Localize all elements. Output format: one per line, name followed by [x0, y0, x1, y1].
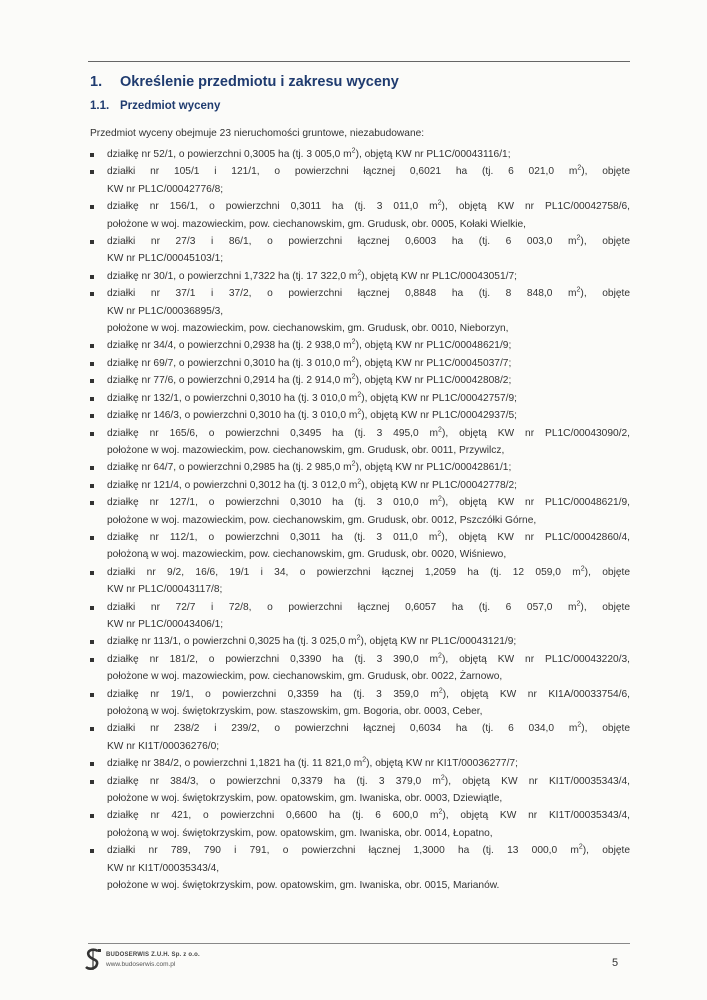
- list-item-line: [107, 755, 630, 772]
- list-item-text: ), objętą KW nr PL1C/00043220/3,: [441, 653, 630, 665]
- list-item: [90, 686, 630, 721]
- list-item-text: działki nr 9/2, 16/6, 19/1 i 34, o powierzchni łącznej 1,2059 ha (tj. 12 059,0 m: [107, 566, 581, 578]
- unit-superscript: 2: [576, 234, 581, 242]
- list-item-line: [107, 599, 630, 616]
- list-item-text: działkę nr 34/4, o powierzchni 0,2938 ha (tj. 2 938,0 m: [107, 340, 352, 352]
- unit-superscript: 2: [438, 652, 442, 660]
- subsection-number: 1.1.: [90, 100, 110, 112]
- list-item-text: ), objętą KW nr KI1A/00033754/6,: [442, 688, 630, 700]
- list-item-line: [107, 146, 630, 163]
- page-number: 5: [612, 957, 619, 969]
- list-item: [90, 755, 630, 772]
- list-item-text: KW nr KI1T/00036276/0;: [107, 740, 220, 752]
- list-item-line: [107, 738, 630, 755]
- list-item-line: [107, 181, 630, 198]
- list-item-line: [107, 355, 630, 372]
- list-item-line: [107, 529, 630, 546]
- list-item-line: [107, 285, 630, 302]
- list-item-line: [107, 633, 630, 650]
- list-item: [90, 163, 630, 198]
- list-item-line: [107, 407, 630, 424]
- list-item-text: ), objętą KW nr PL1C/00043116/1;: [355, 149, 511, 160]
- list-item-text: KW nr PL1C/00043406/1;: [107, 618, 224, 630]
- list-item-text: ), objętą KW nr PL1C/00042758/6,: [441, 201, 630, 213]
- list-item-text: ), objętą KW nr PL1C/00048621/9,: [441, 497, 630, 509]
- list-item: [90, 407, 630, 424]
- list-item-text: działki nr 72/7 i 72/8, o powierzchni łącznej 0,6057 ha (tj. 6 057,0 m: [107, 601, 577, 613]
- list-item-text: działkę nr 127/1, o powierzchni 0,3010 ha (tj. 3 010,0 m: [107, 497, 439, 509]
- list-item-text: KW nr PL1C/00042776/8;: [107, 183, 224, 195]
- list-item-text: działkę nr 30/1, o powierzchni 1,7322 ha (tj. 17 322,0 m: [107, 270, 358, 282]
- list-item-text: działkę nr 156/1, o powierzchni 0,3011 ha (tj. 3 011,0 m: [107, 201, 438, 213]
- list-item-text: działkę nr 384/3, o powierzchni 0,3379 ha (tj. 3 379,0 m: [107, 775, 441, 787]
- list-item-text: położone w woj. mazowieckim, pow. ciechanowskim, gm. Grudusk, obr. 0011, Przywilcz,: [107, 444, 505, 456]
- list-item-line: [107, 250, 630, 267]
- section-title: Określenie przedmiotu i zakresu wyceny: [120, 74, 399, 90]
- list-item-text: położoną w woj. świętokrzyskim, pow. opatowskim, gm. Iwaniska, obr. 0014, Łopatno,: [107, 827, 493, 839]
- unit-superscript: 2: [440, 774, 445, 782]
- list-item-text: ), objętą KW nr PL1C/00042937/5;: [361, 410, 517, 422]
- list-item-text: ), objęte: [582, 845, 630, 857]
- list-item: [90, 268, 630, 285]
- list-item-text: ), objętą KW nr PL1C/00042860/4,: [441, 531, 630, 543]
- list-item-line: [107, 720, 630, 737]
- list-item: [90, 425, 630, 460]
- list-item-text: ), objęte: [580, 601, 630, 613]
- list-item: [90, 146, 630, 163]
- list-item-text: ), objętą KW nr PL1C/00045037/7;: [355, 357, 512, 369]
- list-item-text: działki nr 105/1 i 121/1, o powierzchni łącznej 0,6021 ha (tj. 6 021,0 m: [107, 166, 578, 178]
- list-item-text: ), objęte: [580, 288, 630, 300]
- list-item: [90, 564, 630, 599]
- list-item: [90, 807, 630, 842]
- list-item-text: działkę nr 165/6, o powierzchni 0,3495 ha (tj. 3 495,0 m: [107, 427, 439, 439]
- list-item-line: [107, 494, 630, 511]
- list-item-line: [107, 477, 630, 494]
- list-item-line: [107, 616, 630, 633]
- list-item-line: [107, 651, 630, 668]
- list-item-line: [107, 442, 630, 459]
- list-item-text: położoną w woj. świętokrzyskim, pow. staszowskim, gm. Bogoria, obr. 0003, Ceber,: [107, 706, 483, 717]
- list-item-text: ), objętą KW nr PL1C/00043051/7;: [361, 270, 517, 282]
- unit-superscript: 2: [577, 722, 582, 730]
- list-item-text: ), objętą KW nr KI1T/00035343/4,: [444, 775, 630, 787]
- list-item: [90, 320, 630, 337]
- unit-superscript: 2: [356, 634, 361, 642]
- list-item-line: [107, 686, 630, 703]
- list-item-text: ), objętą KW nr KI1T/00035343/4,: [442, 810, 630, 822]
- list-item-text: KW nr PL1C/00036895/3,: [107, 305, 224, 317]
- list-item-text: położone w woj. mazowieckim, pow. ciechanowskim, gm. Grudusk, obr. 0012, Pszczółki Górne,: [107, 514, 537, 526]
- list-item-line: [107, 425, 630, 442]
- list-item-text: położone w woj. mazowieckim, pow. ciechanowskim, gm. Grudusk, obr. 0022, Żarnowo,: [107, 671, 503, 683]
- company-name: BUDOSERWIS Z.U.H. Sp. z o.o.: [106, 952, 200, 958]
- unit-superscript: 2: [351, 339, 356, 347]
- list-item: [90, 198, 630, 233]
- list-item-text: działki nr 238/2 i 239/2, o powierzchni łącznej 0,6034 ha (tj. 6 034,0 m: [107, 723, 578, 735]
- list-item: [90, 355, 630, 372]
- list-item: [90, 529, 630, 564]
- list-item-text: KW nr PL1C/00045103/1;: [107, 253, 224, 265]
- list-item-text: ), objęte: [581, 166, 631, 178]
- list-item-line: [107, 860, 630, 877]
- list-item-line: [107, 163, 630, 180]
- list-item: [90, 651, 630, 686]
- list-item-text: ), objętą KW nr PL1C/00042778/2;: [361, 479, 517, 491]
- header-rule: [88, 61, 630, 62]
- list-item-text: działkę nr 132/1, o powierzchni 0,3010 ha (tj. 3 010,0 m: [107, 392, 358, 404]
- list-item-text: ), objętą KW nr PL1C/00042808/2;: [355, 375, 512, 387]
- list-item-text: ), objęte: [581, 723, 631, 735]
- unit-superscript: 2: [351, 460, 356, 468]
- list-item-text: KW nr KI1T/00035343/4,: [107, 862, 220, 874]
- list-item-text: działkę nr 19/1, o powierzchni 0,3359 ha (tj. 3 359,0 m: [107, 688, 439, 700]
- unit-superscript: 2: [438, 687, 443, 695]
- budoserwis-logo-icon: [84, 948, 102, 972]
- list-item: [90, 842, 630, 877]
- list-item-text: działkę nr 69/7, o powierzchni 0,3010 ha (tj. 3 010,0 m: [107, 357, 352, 369]
- list-item-text: położone w woj. mazowieckim, pow. ciechanowskim, gm. Grudusk, obr. 0005, Kołaki Wielkie,: [107, 218, 526, 230]
- unit-superscript: 2: [438, 426, 442, 434]
- list-item-line: [107, 807, 630, 824]
- list-item-text: ), objętą KW nr KI1T/00036277/7;: [366, 758, 518, 770]
- list-item-text: ), objętą KW nr PL1C/00043121/9;: [360, 636, 517, 648]
- unit-superscript: 2: [438, 495, 442, 503]
- list-item-text: położone w woj. mazowieckim, pow. ciechanowskim, gm. Grudusk, obr. 0010, Nieborzyn,: [107, 323, 509, 335]
- unit-superscript: 2: [357, 478, 362, 486]
- list-item-text: położone w woj. świętokrzyskim, pow. opatowskim, gm. Iwaniska, obr. 0015, Marianów.: [107, 880, 500, 892]
- list-item: [90, 337, 630, 354]
- list-item-text: ), objęte: [584, 566, 630, 578]
- unit-superscript: 2: [437, 199, 442, 207]
- list-item: [90, 773, 630, 808]
- list-item-text: działki nr 27/3 i 86/1, o powierzchni łącznej 0,6003 ha (tj. 6 003,0 m: [107, 236, 577, 248]
- list-item-line: [107, 216, 630, 233]
- unit-superscript: 2: [576, 286, 581, 294]
- list-item-text: ), objętą KW nr PL1C/00043090/2,: [441, 427, 630, 439]
- section-heading: [90, 74, 399, 90]
- list-item-text: działkę nr 384/2, o powierzchni 1,1821 ha (tj. 11 821,0 m: [107, 758, 363, 770]
- list-item-text: działki nr 789, 790 i 791, o powierzchni łącznej 1,3000 ha (tj. 13 000,0 m: [107, 845, 579, 857]
- footer-rule: [88, 943, 630, 944]
- list-item-text: ), objętą KW nr PL1C/00042757/9;: [361, 392, 517, 404]
- list-item-text: położoną w woj. mazowieckim, pow. ciechanowskim, gm. Grudusk, obr. 0020, Wiśniewo,: [107, 549, 507, 561]
- unit-superscript: 2: [351, 373, 356, 381]
- list-item-line: [107, 877, 630, 894]
- list-item-line: [107, 581, 630, 598]
- unit-superscript: 2: [357, 408, 362, 416]
- company-website: www.budoserwis.com.pl: [106, 961, 176, 968]
- unit-superscript: 2: [578, 843, 583, 851]
- list-item: [90, 233, 630, 268]
- list-item-text: ), objętą KW nr PL1C/00048621/9;: [355, 340, 512, 352]
- list-item-line: [107, 303, 630, 320]
- subsection-title: Przedmiot wyceny: [120, 100, 221, 112]
- list-item-text: działki nr 37/1 i 37/2, o powierzchni łącznej 0,8848 ha (tj. 8 848,0 m: [107, 288, 577, 300]
- unit-superscript: 2: [437, 530, 442, 538]
- list-item-line: [107, 459, 630, 476]
- unit-superscript: 2: [357, 269, 362, 277]
- list-item-text: ), objęte: [580, 236, 630, 248]
- list-item-text: działkę nr 421, o powierzchni 0,6600 ha (tj. 6 600,0 m: [107, 810, 439, 822]
- list-item: [90, 720, 630, 755]
- list-item-line: [107, 512, 630, 529]
- list-item-line: [107, 790, 630, 807]
- list-item: [90, 459, 630, 476]
- subsection-heading: [90, 100, 220, 112]
- unit-superscript: 2: [577, 165, 582, 173]
- unit-superscript: 2: [576, 600, 581, 608]
- list-item-line: [107, 372, 630, 389]
- list-item-line: [107, 703, 630, 720]
- list-item-text: działkę nr 181/2, o powierzchni 0,3390 ha (tj. 3 390,0 m: [107, 653, 439, 665]
- list-item-line: [107, 268, 630, 285]
- list-item-line: [107, 842, 630, 859]
- list-item-line: [107, 337, 630, 354]
- list-item-text: KW nr PL1C/00043117/8;: [107, 584, 223, 596]
- unit-superscript: 2: [357, 391, 362, 399]
- list-item-text: działkę nr 77/6, o powierzchni 0,2914 ha (tj. 2 914,0 m: [107, 375, 352, 387]
- list-item-text: działkę nr 121/4, o powierzchni 0,3012 ha (tj. 3 012,0 m: [107, 479, 358, 491]
- unit-superscript: 2: [580, 565, 585, 573]
- list-item-text: działkę nr 64/7, o powierzchni 0,2985 ha (tj. 2 985,0 m: [107, 462, 352, 474]
- unit-superscript: 2: [351, 147, 356, 155]
- list-item-line: [107, 825, 630, 842]
- list-item: [90, 477, 630, 494]
- unit-superscript: 2: [438, 809, 443, 817]
- list-item: [90, 372, 630, 389]
- list-item-line: [107, 320, 630, 337]
- list-item: [90, 599, 630, 634]
- list-item: [90, 633, 630, 650]
- section-number: 1.: [90, 74, 103, 90]
- intro-paragraph: Przedmiot wyceny obejmuje 23 nieruchomości gruntowe, niezabudowane:: [90, 128, 425, 139]
- list-item-line: [107, 390, 630, 407]
- list-item-line: [107, 773, 630, 790]
- list-item: [90, 494, 630, 529]
- list-item: [90, 877, 630, 894]
- list-item: [90, 390, 630, 407]
- list-item-line: [107, 198, 630, 215]
- list-item-text: działkę nr 146/3, o powierzchni 0,3010 ha (tj. 3 010,0 m: [107, 410, 358, 422]
- property-list: [90, 146, 630, 894]
- list-item-line: [107, 233, 630, 250]
- list-item-line: [107, 668, 630, 685]
- list-item-text: ), objętą KW nr PL1C/00042861/1;: [355, 462, 512, 474]
- list-item-line: [107, 546, 630, 563]
- unit-superscript: 2: [351, 356, 356, 364]
- list-item-text: działkę nr 113/1, o powierzchni 0,3025 ha (tj. 3 025,0 m: [107, 636, 357, 648]
- unit-superscript: 2: [362, 756, 367, 764]
- list-item-text: położone w woj. świętokrzyskim, pow. opatowskim, gm. Iwaniska, obr. 0003, Dziewiątle,: [107, 793, 503, 805]
- list-item-line: [107, 564, 630, 581]
- list-item-text: działkę nr 112/1, o powierzchni 0,3011 ha (tj. 3 011,0 m: [107, 531, 438, 543]
- list-item: [90, 285, 630, 320]
- list-item-text: działkę nr 52/1, o powierzchni 0,3005 ha (tj. 3 005,0 m: [107, 149, 352, 160]
